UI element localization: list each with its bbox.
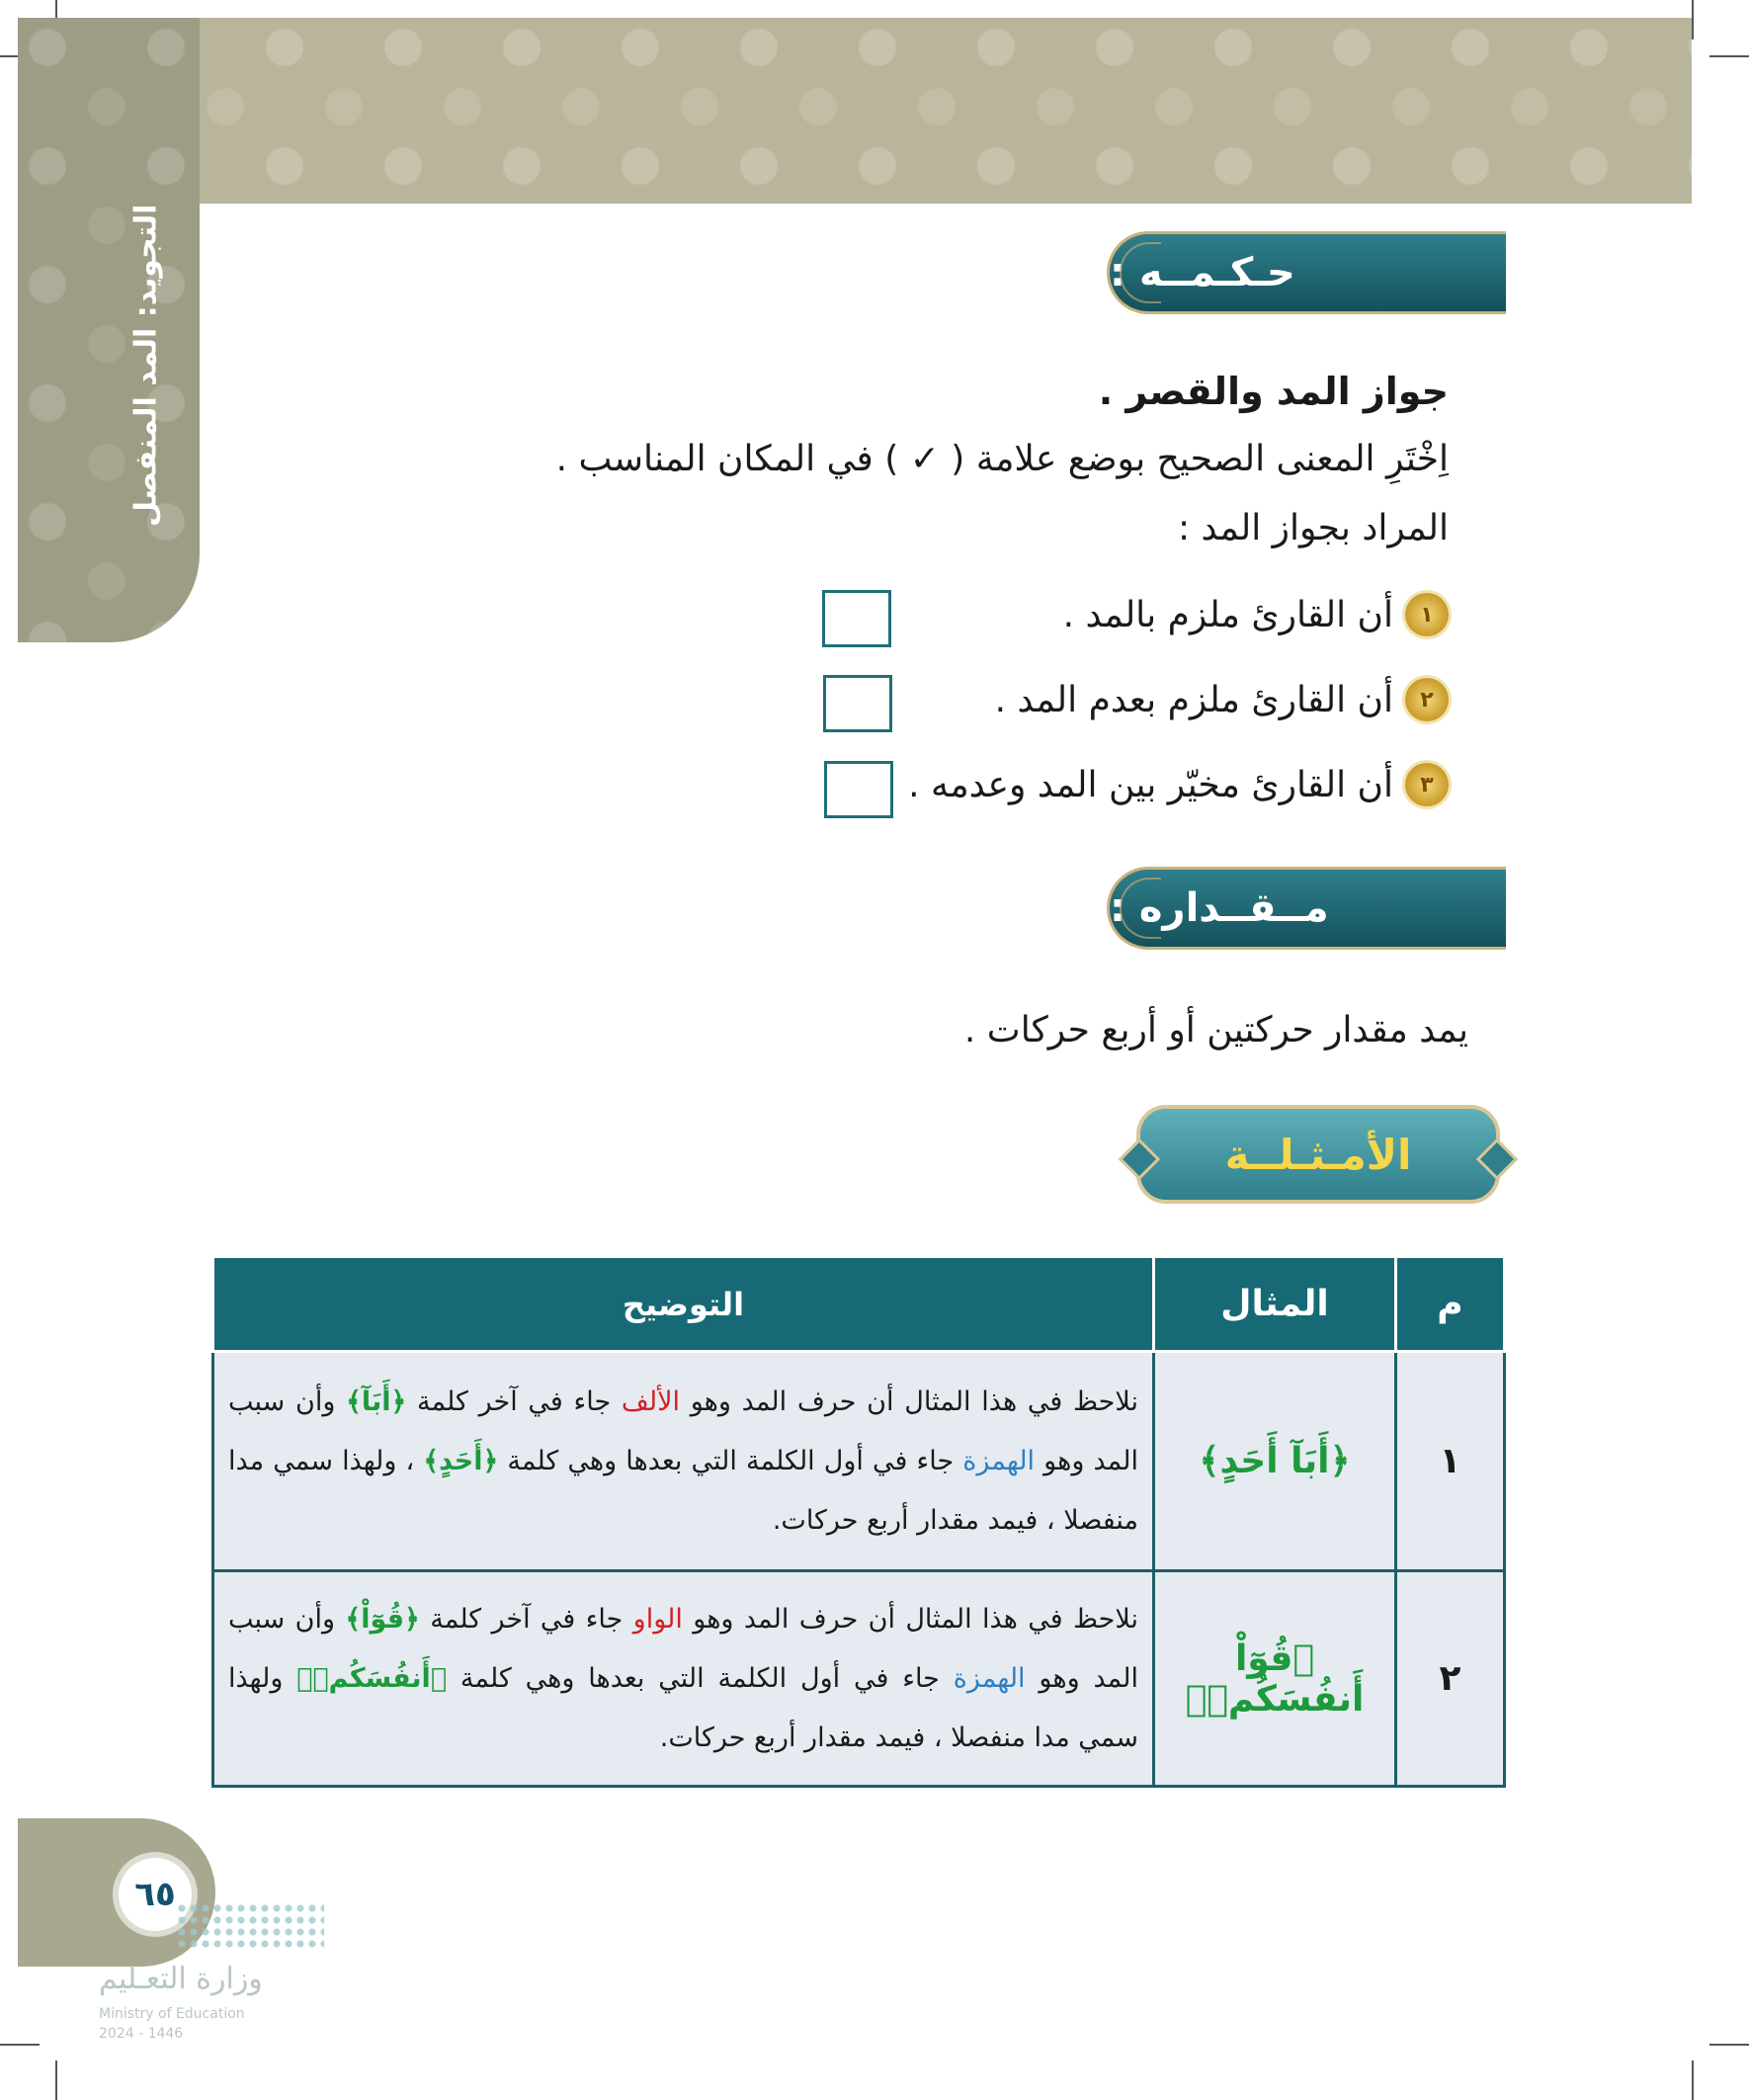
ministry-logo-dots-icon — [176, 1902, 324, 1952]
option-2-checkbox[interactable] — [823, 675, 892, 732]
quran-word: ﴿أَحَدٍ﴾ — [423, 1445, 499, 1476]
explanation-text: وأن سبب المد وهو — [228, 1603, 1138, 1694]
examples-badge-text: الأمـثـلــة — [1224, 1130, 1412, 1179]
header-explanation: التوضيح — [213, 1257, 1154, 1352]
ministry-name-ar: وزارة التعـليم — [99, 1962, 263, 1996]
table-row — [213, 1571, 1505, 1787]
top-banner — [18, 18, 1692, 204]
option-1 — [1063, 593, 1449, 636]
option-3-text: أن القارئ مخيّر بين المد وعدمه . — [908, 764, 1393, 805]
quran-word: ﴿أَبَآ﴾ — [346, 1386, 407, 1417]
section-heading-hukm-text: حـكـمــه : — [1110, 250, 1295, 295]
page-number: ٦٥ — [119, 1858, 192, 1931]
section-heading-miqdar-text: مــقــداره : — [1110, 885, 1329, 931]
explanation-text: وأن سبب المد وهو — [228, 1386, 1138, 1476]
explanation-text: جاء في آخر كلمة — [406, 1386, 622, 1417]
explanation-cell — [213, 1352, 1154, 1571]
option-2-text: أن القارئ ملزم بعدم المد . — [994, 679, 1393, 720]
option-3-checkbox[interactable] — [824, 761, 893, 818]
section-heading-hukm — [1107, 231, 1506, 314]
examples-badge — [1136, 1105, 1500, 1204]
ministry-year: 2024 - 1446 — [99, 2026, 184, 2042]
examples-table — [211, 1255, 1506, 1788]
section-heading-miqdar — [1107, 867, 1506, 950]
explanation-text: ، ولهذا سمي مدا منفصلا ، فيمد مقدار أربع حركات. — [228, 1445, 1138, 1536]
row-number: ١ — [1396, 1352, 1505, 1571]
crop-mark — [0, 2044, 40, 2046]
madd-letter-highlight: الألف — [621, 1386, 680, 1417]
table-header-row — [213, 1257, 1505, 1352]
crop-mark — [1692, 2060, 1694, 2100]
explanation-text: جاء في آخر كلمة — [419, 1603, 633, 1635]
miqdar-text: يمد مقدار حركتين أو أربع حركات . — [963, 1010, 1468, 1050]
option-1-checkbox[interactable] — [822, 590, 891, 647]
ruling-text: جواز المد والقصر . — [1098, 370, 1449, 413]
crop-mark — [55, 2060, 57, 2100]
crop-mark — [1709, 55, 1749, 57]
example-cell: ﴿قُوٓاْ أَنفُسَكُمۡ﴾ — [1154, 1571, 1396, 1787]
option-3 — [908, 763, 1449, 806]
explanation-text: جاء في أول الكلمة التي بعدها وهي كلمة — [498, 1445, 963, 1476]
example-cell: ﴿أَبَآ أَحَدٍ﴾ — [1154, 1352, 1396, 1571]
explanation-text: ولهذا سمي مدا منفصلا ، فيمد مقدار أربع حركات. — [228, 1662, 1138, 1753]
option-1-text: أن القارئ ملزم بالمد . — [1062, 594, 1393, 635]
hamza-highlight: الهمزة — [953, 1662, 1026, 1694]
instruction-text: اِخْتَرِ المعنى الصحيح بوضع علامة ( ✓ ) في المكان المناسب . — [555, 439, 1449, 479]
header-m: م — [1396, 1257, 1505, 1352]
table-row — [213, 1352, 1505, 1571]
ministry-name-en: Ministry of Education — [99, 2006, 245, 2022]
explanation-text: نلاحظ في هذا المثال أن حرف المد وهو — [679, 1386, 1138, 1417]
row-number: ٢ — [1396, 1571, 1505, 1787]
question-text: المراد بجواز المد : — [1177, 508, 1449, 548]
number-3-icon: ٣ — [1405, 763, 1449, 806]
header-example: المثال — [1154, 1257, 1396, 1352]
chapter-title: التجويد: المد المنفصل — [128, 204, 164, 528]
number-2-icon: ٢ — [1405, 678, 1449, 721]
madd-letter-highlight: الواو — [632, 1603, 683, 1635]
hamza-highlight: الهمزة — [962, 1445, 1036, 1476]
crop-mark — [1709, 2044, 1749, 2046]
explanation-text: نلاحظ في هذا المثال أن حرف المد وهو — [682, 1603, 1138, 1635]
quran-word: ﴿قُوٓاْ﴾ — [345, 1603, 420, 1635]
crop-mark — [1692, 0, 1694, 40]
quran-word: ﴿أَنفُسَكُمۡ﴾ — [296, 1662, 448, 1694]
explanation-text: جاء في أول الكلمة التي بعدها وهي كلمة — [447, 1662, 954, 1694]
number-1-icon: ١ — [1405, 593, 1449, 636]
explanation-cell — [213, 1571, 1154, 1787]
option-2 — [995, 678, 1449, 721]
